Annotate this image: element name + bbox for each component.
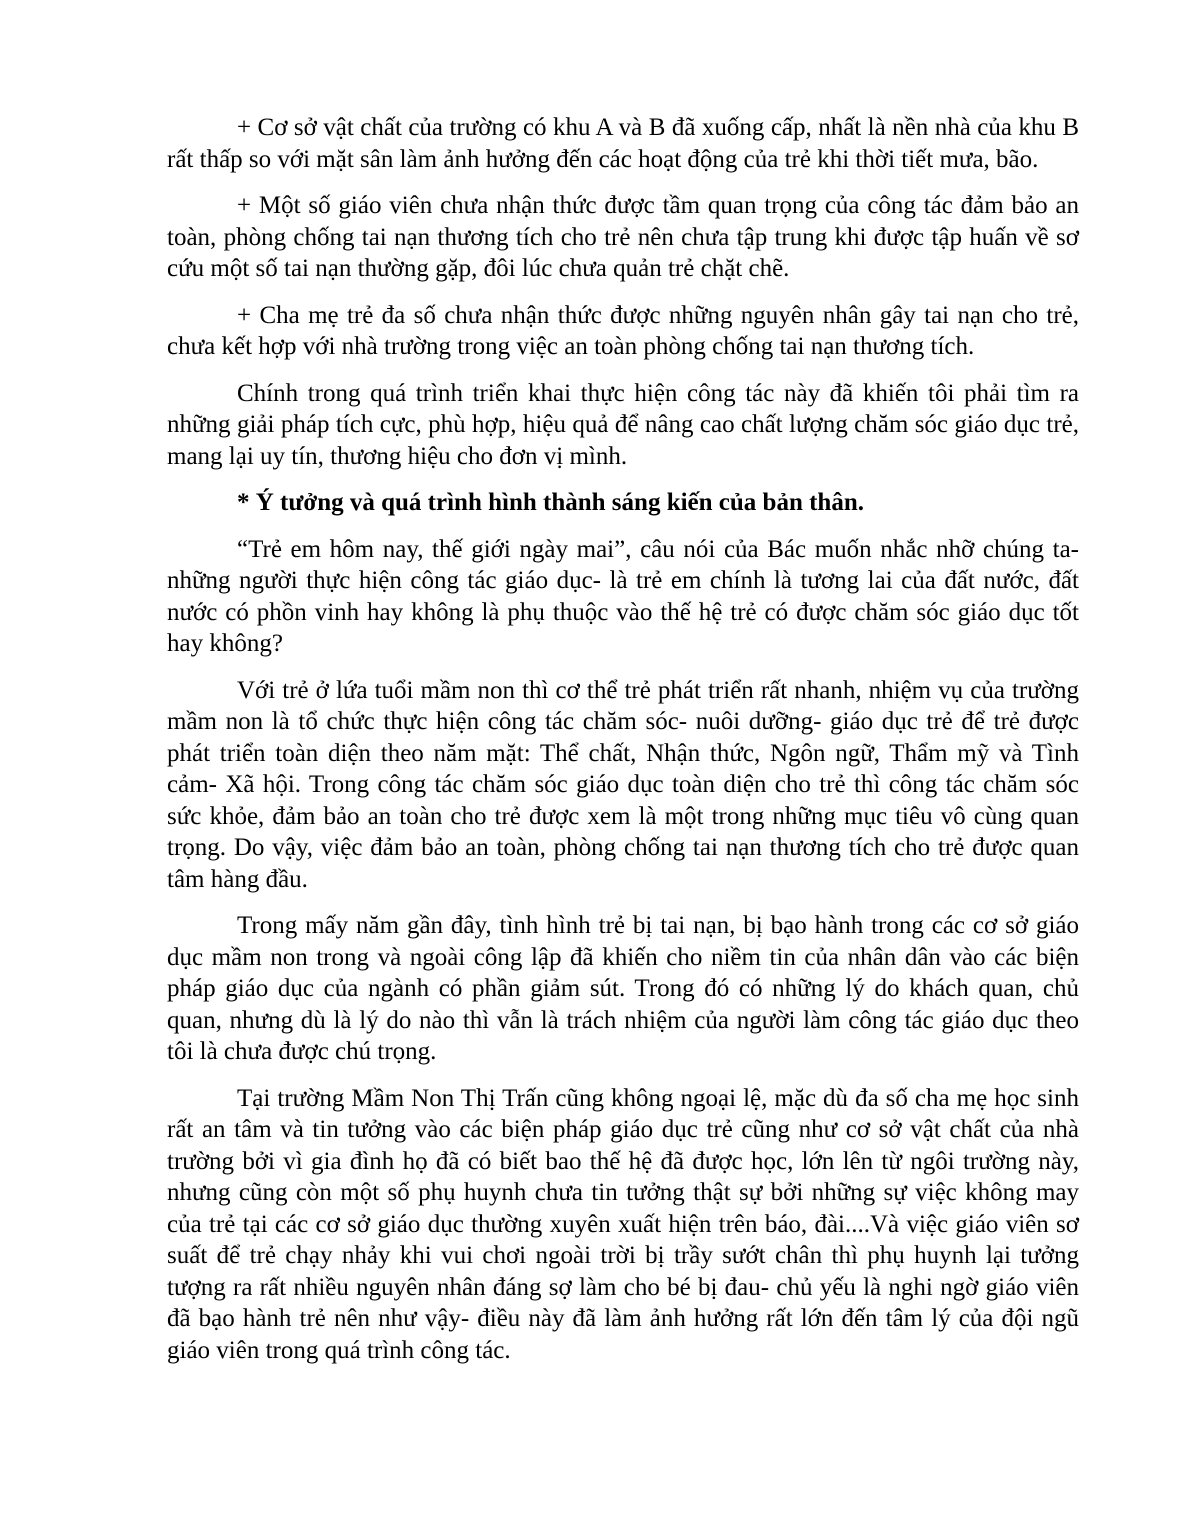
paragraph-facilities: + Cơ sở vật chất của trường có khu A và B đã xuống cấp, nhất là nền nhà của khu B rất thấp so với mặt sân làm ảnh hưởng đến các hoạt động của trẻ khi thời tiết mưa, bão. [167,114,1079,173]
paragraph-teachers: + Một số giáo viên chưa nhận thức được tầm quan trọng của công tác đảm bảo an toàn, phòng chống tai nạn thương tích cho trẻ nên chưa tập trung khi được tập huấn về sơ cứu một số tai nạn thường gặp, đôi lúc chưa quản trẻ chặt chẽ. [167,192,1079,282]
section-heading: * Ý tưởng và quá trình hình thành sáng kiến của bản thân. [237,489,864,516]
paragraph-parents: + Cha mẹ trẻ đa số chưa nhận thức được những nguyên nhân gây tai nạn cho trẻ, chưa kết hợp với nhà trường trong việc an toàn phòng chống tai nạn thương tích. [167,301,1079,360]
paragraph-preschool: Với trẻ ở lứa tuổi mầm non thì cơ thể trẻ phát triển rất nhanh, nhiệm vụ của trường mầm non là tổ chức thực hiện công tác chăm sóc- nuôi dưỡng- giáo dục trẻ để trẻ được phát triển toàn diện theo năm mặt: Thể chất, Nhận thức, Ngôn ngữ, Thẩm mỹ và Tình cảm- Xã hội. Trong công tác chăm sóc giáo dục toàn diện cho trẻ thì công tác chăm sóc sức khỏe, đảm bảo an toàn cho trẻ được xem là một trong những mục tiêu vô cùng quan trọng. Do vậy, việc đảm bảo an toàn, phòng chống tai nạn thương tích cho trẻ được quan tâm hàng đầu. [167,676,1079,893]
document-page [167,112,1079,1381]
paragraph-solutions: Chính trong quá trình triển khai thực hiện công tác này đã khiến tôi phải tìm ra những giải pháp tích cực, phù hợp, hiệu quả để nâng cao chất lượng chăm sóc giáo dục trẻ, mang lại uy tín, thương hiệu cho đơn vị mình. [167,379,1079,470]
paragraph-quote: “Trẻ em hôm nay, thế giới ngày mai”, câu nói của Bác muốn nhắc nhỡ chúng ta- những người thực hiện công tác giáo dục- là trẻ em chính là tương lai của đất nước, đất nước có phồn vinh hay không là phụ thuộc vào thế hệ trẻ có được chăm sóc giáo dục tốt hay không? [167,535,1079,657]
paragraph-recent-years: Trong mấy năm gần đây, tình hình trẻ bị tai nạn, bị bạo hành trong các cơ sở giáo dục mầm non trong và ngoài công lập đã khiến cho niềm tin của nhân dân vào các biện pháp giáo dục của ngành có phần giảm sút. Trong đó có những lý do khách quan, chủ quan, nhưng dù là lý do nào thì vẫn là trách nhiệm của người làm công tác giáo dục theo tôi là chưa được chú trọng. [167,912,1079,1065]
paragraph-school: Tại trường Mầm Non Thị Trấn cũng không ngoại lệ, mặc dù đa số cha mẹ học sinh rất an tâm và tin tưởng vào các biện pháp giáo dục trẻ cũng như cơ sở vật chất của nhà trường bởi vì gia đình họ đã có biết bao thế hệ đã được học, lớn lên từ ngôi trường này, nhưng cũng còn một số phụ huynh chưa tin tưởng thật sự bởi những sự việc không may của trẻ tại các cơ sở giáo dục thường xuyên xuất hiện trên báo, đài....Và việc giáo viên sơ suất để trẻ chạy nhảy khi vui chơi ngoài trời bị trầy sướt chân thì phụ huynh lại tưởng tượng ra rất nhiều nguyên nhân đáng sợ làm cho bé bị đau- chủ yếu là nghi ngờ giáo viên đã bạo hành trẻ nên như vậy- điều này đã làm ảnh hưởng rất lớn đến tâm lý của đội ngũ giáo viên trong quá trình công tác. [167,1084,1079,1364]
